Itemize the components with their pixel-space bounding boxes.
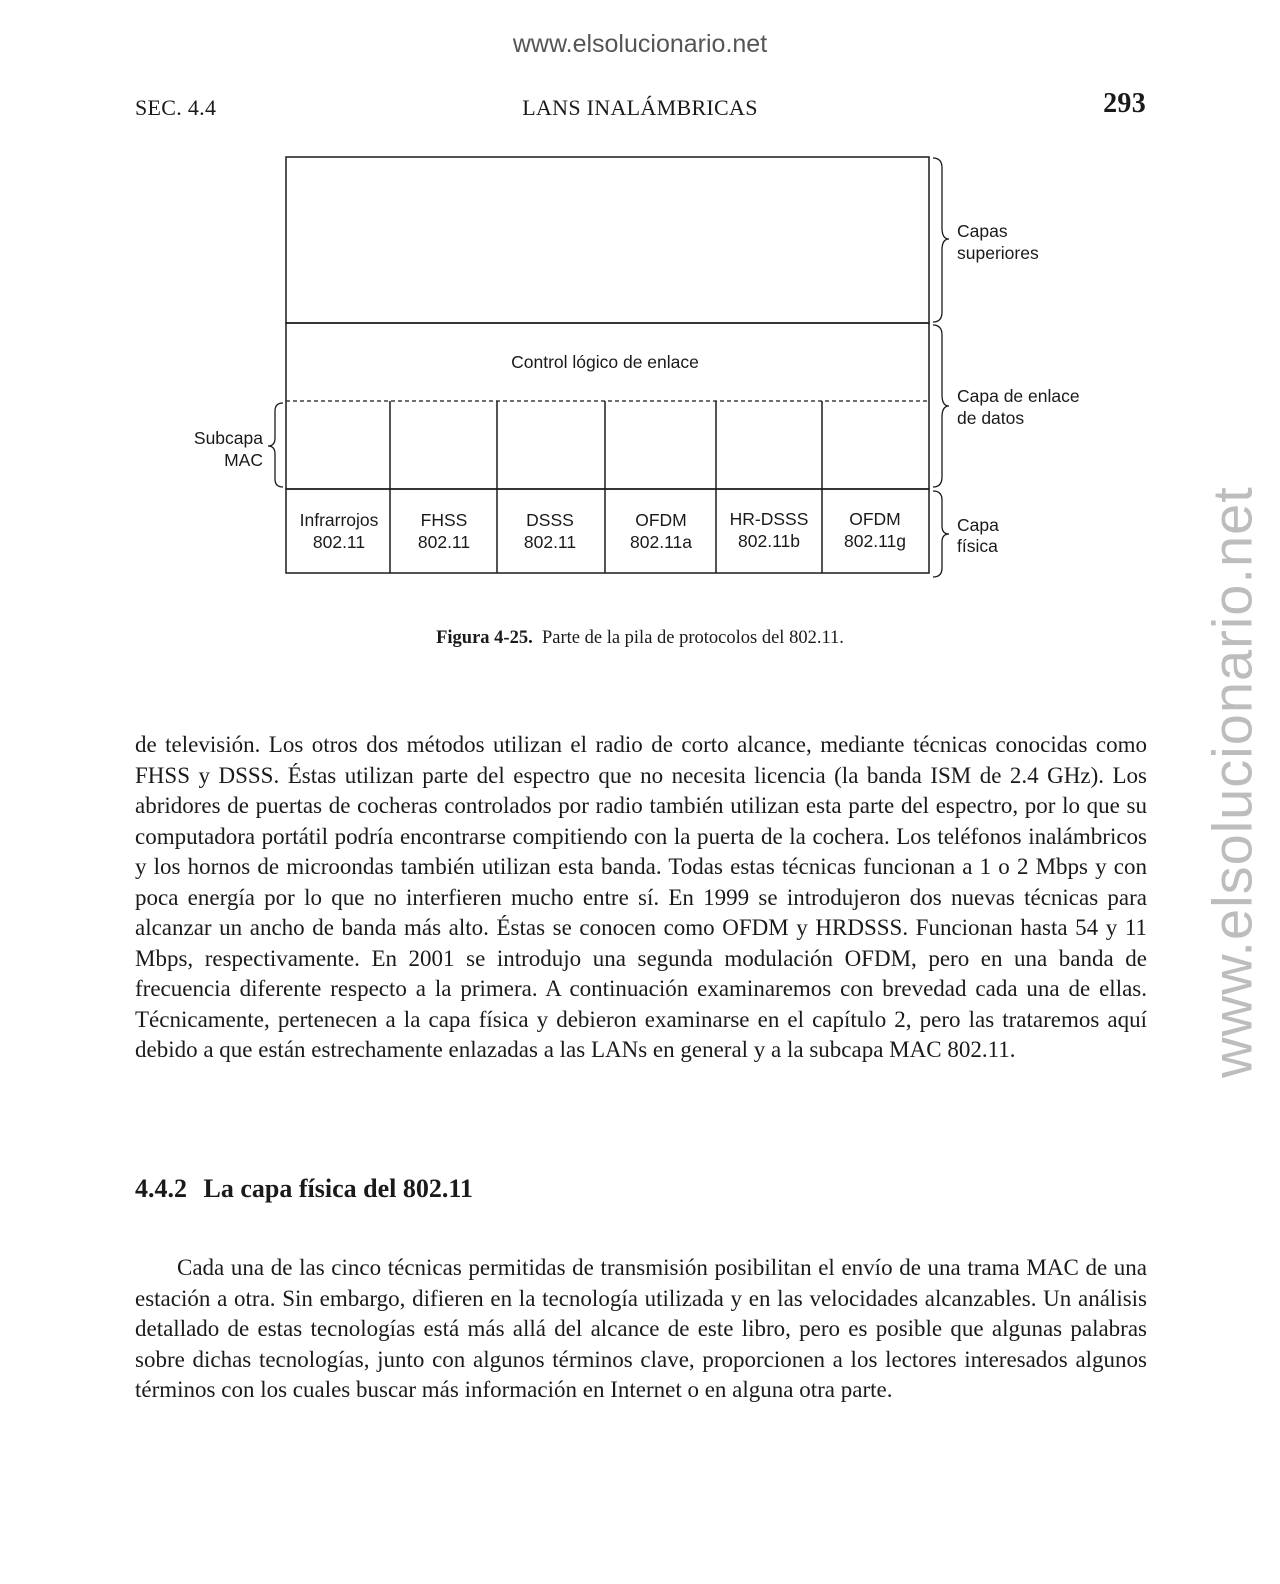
datalink-box xyxy=(286,323,929,489)
phy-cell-1-line1: Infrarrojos xyxy=(299,510,379,530)
upper-layers-box xyxy=(286,157,929,323)
mac-label-2: MAC xyxy=(224,450,263,470)
section-heading xyxy=(135,1174,473,1204)
page-number: 293 xyxy=(1103,88,1146,119)
phy-cell-5-line2: 802.11b xyxy=(738,531,800,551)
phy-cell-4-line1: OFDM xyxy=(635,510,687,530)
watermark-side: www.elsolucionario.net xyxy=(1200,486,1264,1078)
figure-caption-label: Figura 4-25. xyxy=(436,628,533,648)
physical-label-2: física xyxy=(957,536,998,556)
section-title: La capa física del 802.11 xyxy=(203,1174,473,1203)
protocol-stack-diagram xyxy=(0,140,1280,590)
body-paragraph-1: de televisión. Los otros dos métodos utilizan el radio de corto alcance, mediante técnicas conocidas como FHSS y DSSS. Éstas utilizan parte del espectro que no necesita licencia (la banda ISM de 2.4 GHz). Los abridores de puertas de cocheras controlados por radio también utilizan esta parte del espectro, por lo que su computadora portátil podría encontrarse compitiendo con la puerta de la cochera. Los teléfonos inalámbricos y los hornos de microondas también utilizan esta banda. Todas estas técnicas funcionan a 1 o 2 Mbps y con poca energía por lo que no interfieren mucho entre sí. En 1999 se introdujeron dos nuevas técnicas para alcanzar un ancho de banda más alto. Éstas se conocen como OFDM y HRDSSS. Funcionan hasta 54 y 11 Mbps, respectivamente. En 2001 se introdujo una segunda modulación OFDM, pero en una banda de frecuencia diferente respecto a la primera. A continuación examinaremos con brevedad cada una de ellas. Técnicamente, pertenecen a la capa física y debieron examinarse en el capítulo 2, pero las trataremos aquí debido a que están estrechamente enlazadas a las LANs en general y a la subcapa MAC 802.11. xyxy=(135,732,1147,1062)
phy-cell-2-line2: 802.11 xyxy=(417,532,471,552)
physical-label-1: Capa xyxy=(957,515,999,535)
running-header-section: SEC. 4.4 xyxy=(135,95,217,120)
upper-layers-brace xyxy=(933,158,949,322)
mac-dividers xyxy=(390,401,822,489)
phy-cell-6-line2: 802.11g xyxy=(844,531,906,551)
upper-layers-label-2: superiores xyxy=(957,243,1039,263)
phy-cell-2-line1: FHSS xyxy=(420,510,468,530)
datalink-label-1: Capa de enlace xyxy=(957,386,1080,406)
datalink-brace xyxy=(933,325,949,487)
phy-cell-3-line1: DSSS xyxy=(526,510,574,530)
section-number: 4.4.2 xyxy=(135,1174,187,1203)
mac-brace xyxy=(268,403,283,487)
phy-cell-5-line1: HR-DSSS xyxy=(729,509,809,529)
figure-caption-text: Parte de la pila de protocolos del 802.11. xyxy=(541,628,844,648)
phy-cell-1-line2: 802.11 xyxy=(312,532,366,552)
upper-layers-label-1: Capas xyxy=(957,221,1008,241)
figure-caption xyxy=(0,628,1280,649)
llc-label: Control lógico de enlace xyxy=(511,352,699,372)
body-paragraph-2: Cada una de las cinco técnicas permitidas de transmisión posibilitan el envío de una trama MAC de una estación a otra. Sin embargo, difieren en la tecnología utilizada y en las velocidades alcanzables. Un análisis detallado de estas tecnologías está más allá del alcance de este libro, pero es posible que algunas palabras sobre dichas tecnologías, junto con algunos términos clave, proporcionen a los lectores interesados algunos términos con los cuales buscar más información en Internet o en alguna otra parte. xyxy=(135,1255,1147,1402)
datalink-label-2: de datos xyxy=(957,408,1025,428)
phy-cell-4-line2: 802.11a xyxy=(630,532,692,552)
physical-box xyxy=(286,489,929,573)
mac-label-1: Subcapa xyxy=(193,428,263,448)
watermark-top: www.elsolucionario.net xyxy=(512,30,768,58)
physical-brace xyxy=(933,491,949,577)
running-header-title: LANS INALÁMBRICAS xyxy=(522,95,758,120)
phy-cell-3-line2: 802.11 xyxy=(523,532,577,552)
phy-cell-6-line1: OFDM xyxy=(849,509,901,529)
